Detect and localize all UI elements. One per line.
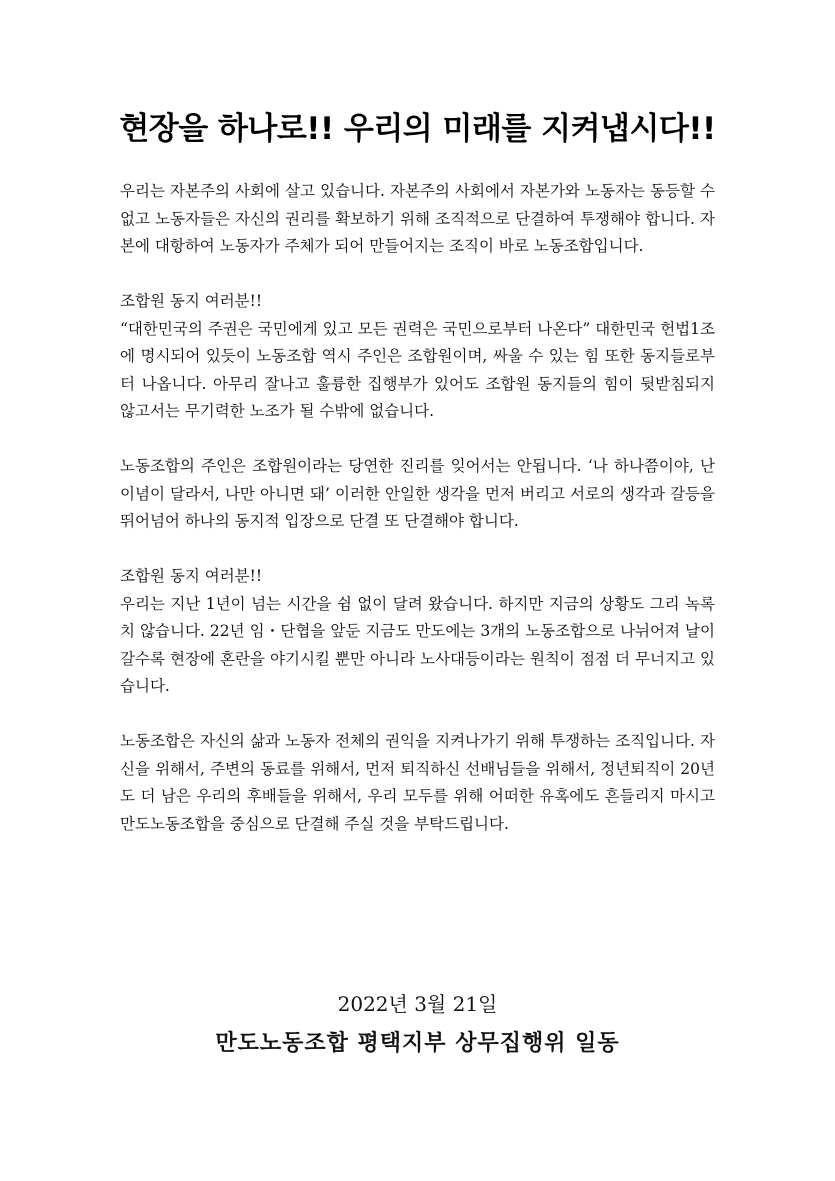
paragraph-spacer (120, 261, 715, 289)
paragraph-capitalism: 우리는 자본주의 사회에 살고 있습니다. 자본주의 사회에서 자본가와 노동자는 동등할 수 없고 노동자들은 자신의 권리를 확보하기 위해 조직적으로 단결하여 투쟁해야 합니다. 자본에 대항하여 노동자가 주체가 되어 만들어지는 조직이 바로 노동조합입니다. (120, 182, 715, 255)
paragraph-members-owners: 노동조합의 주인은 조합원이라는 당연한 진리를 잊어서는 안됩니다. ‘나 하나쯤이야, 난 이념이 달라서, 나만 아니면 돼’ 이러한 안일한 생각을 먼저 버리고 서로의 생각과 갈등을 뛰어넘어 하나의 동지적 입장으로 단결 또 단결해야 합니다. (120, 457, 715, 530)
paragraph-spacer (120, 536, 715, 564)
paragraph-spacer (120, 701, 715, 729)
document-date: 2022년 3월 21일 (337, 992, 498, 1016)
paragraph-situation: 우리는 지난 1년이 넘는 시간을 쉼 없이 달려 왔습니다. 하지만 지금의 상황도 그리 녹록치 않습니다. 22년 임・단협을 앞둔 지금도 만도에는 3개의 노동조합으로 나뉘어져 날이 갈수록 현장에 혼란을 야기시킬 뿐만 아니라 노사대등이라는 원칙이 점점 더 무너지고 있습니다. (120, 594, 715, 695)
section-heading-comrades: 조합원 동지 여러분!! (120, 292, 263, 310)
document-signature: 만도노동조합 평택지부 상무집행위 일동 (215, 1030, 620, 1056)
paragraph-constitution: “대한민국의 주권은 국민에게 있고 모든 권력은 국민으로부터 나온다” 대한민국 헌법1조에 명시되어 있듯이 노동조합 역시 주인은 조합원이며, 싸울 수 있는 힘 또한 동지들로부터 나옵니다. 아무리 잘나고 훌륭한 집행부가 있어도 조합원 동지들의 힘이 뒷받침되지 않고서는 무기력한 노조가 될 수밖에 없습니다. (120, 319, 715, 420)
paragraph-spacer (120, 426, 715, 454)
section-heading-comrades-2: 조합원 동지 여러분!! (120, 567, 263, 585)
document-title: 현장을 하나로!! 우리의 미래를 지켜냅시다!! (119, 111, 716, 147)
paragraph-appeal: 노동조합은 자신의 삶과 노동자 전체의 권익을 지켜나가기 위해 투쟁하는 조직입니다. 자신을 위해서, 주변의 동료를 위해서, 먼저 퇴직하신 선배님들을 위해서, 정년퇴직이 20년도 더 남은 우리의 후배들을 위해서, 우리 모두를 위해 어떠한 유혹에도 흔들리지 마시고 만도노동조합을 중심으로 단결해 주실 것을 부탁드립니다. (120, 732, 715, 833)
document-body (120, 178, 715, 838)
